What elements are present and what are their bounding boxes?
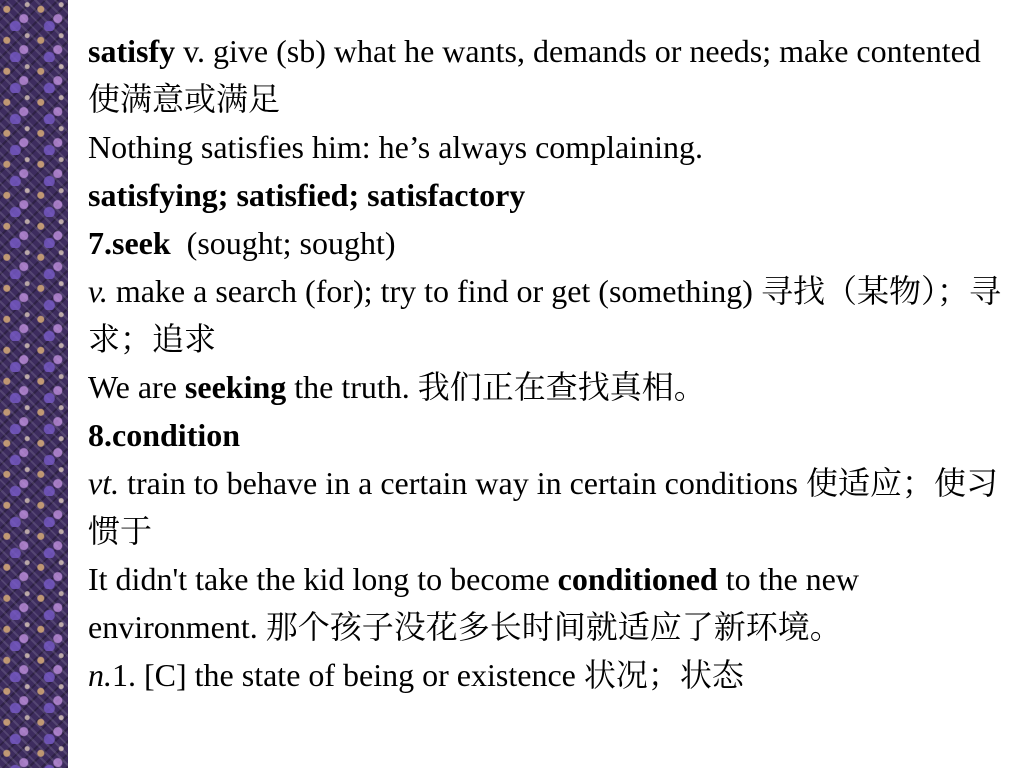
satisfy-definition: [88, 27, 1008, 123]
condition-vt-def-text: train to behave in a certain way in certain conditions 使适应；使习惯于: [88, 465, 998, 549]
condition-example-post: to the new environment. 那个孩子没花多长时间就适应了新环境。: [88, 561, 859, 645]
condition-example-pre: It didn't take the kid long to become: [88, 561, 558, 597]
seek-forms: (sought; sought): [170, 225, 396, 261]
seek-example-post: the truth. 我们正在查找真相。: [286, 369, 706, 405]
slide-content: [88, 27, 1008, 699]
satisfy-def-text: v. give (sb) what he wants, demands or needs; make contented 使满意或满足: [88, 33, 981, 117]
decorative-border-strip: [0, 0, 68, 768]
condition-example-keyword: conditioned: [557, 561, 718, 597]
seek-definition: [88, 267, 1008, 363]
satisfy-example: Nothing satisfies him: he’s always complaining.: [88, 129, 704, 165]
condition-n-definition: [88, 651, 1008, 699]
seek-heading-line: [88, 219, 1008, 267]
seek-pos: v.: [88, 273, 108, 309]
condition-vt-pos: vt.: [88, 465, 120, 501]
condition-n-pos: n.: [88, 657, 112, 693]
condition-vt-definition: [88, 459, 1008, 555]
condition-example: [88, 555, 1008, 651]
seek-example-keyword: seeking: [184, 369, 287, 405]
condition-n-def-text: 1. [C] the state of being or existence 状况；状态: [112, 657, 744, 693]
headword-condition: 8.condition: [88, 417, 241, 453]
headword-satisfy: satisfy: [88, 33, 176, 69]
headword-seek: 7.seek: [88, 225, 171, 261]
seek-example-pre: We are: [88, 369, 185, 405]
seek-def-text: make a search (for); try to find or get (something) 寻找（某物）；寻求；追求: [88, 273, 1001, 357]
seek-example: [88, 363, 1008, 411]
satisfy-derivatives: satisfying; satisfied; satisfactory: [88, 177, 526, 213]
